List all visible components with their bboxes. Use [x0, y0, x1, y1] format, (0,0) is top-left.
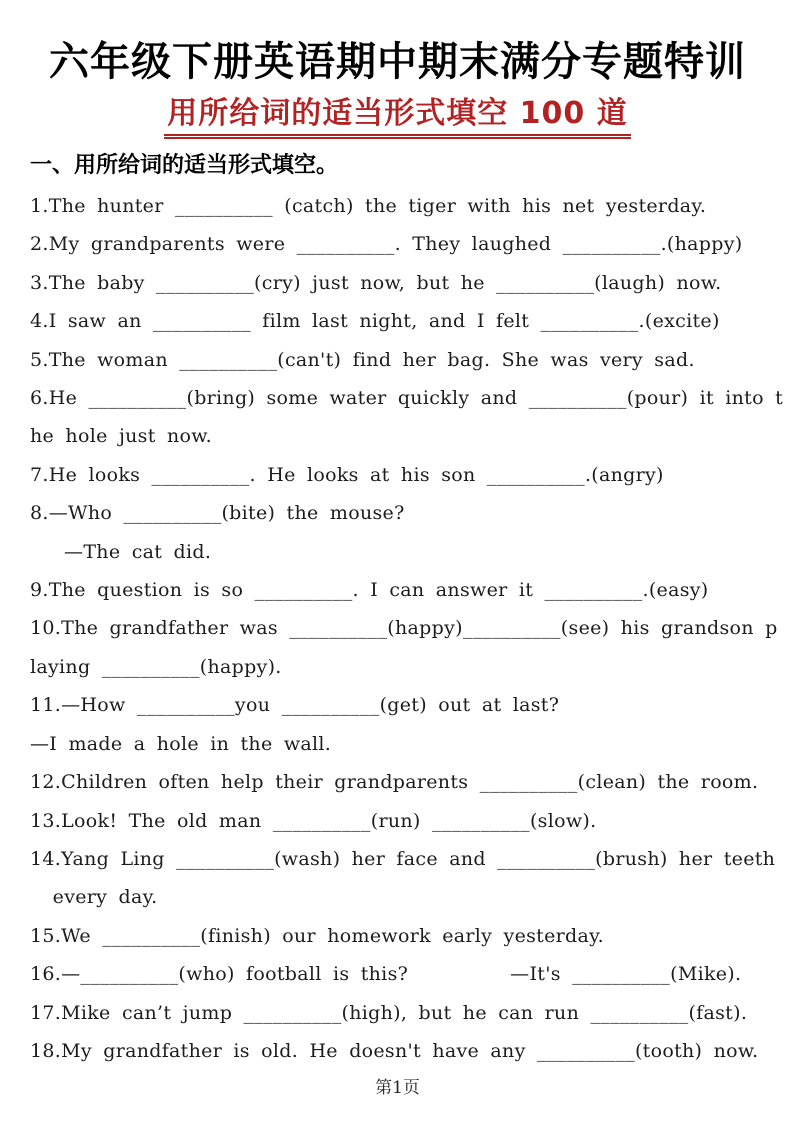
question-7: 7.He looks __________. He looks at his son __________.(angry) [30, 463, 664, 486]
question-10: 10.The grandfather was __________(happy)__________(see) his grandson p [30, 617, 778, 640]
question-4: 4.I saw an __________ film last night, and I felt __________.(excite) [30, 310, 720, 333]
question-18: 18.My grandfather is old. He doesn't have any __________(tooth) now. [30, 1039, 759, 1062]
section-heading: 一、用所给词的适当形式填空。 [30, 153, 339, 178]
question-5: 5.The woman __________(can't) find her bag. She was very sad. [30, 348, 695, 371]
question-6: 6.He __________(bring) some water quickly and __________(pour) it into t [30, 387, 784, 410]
question-8-reply: —The cat did. [30, 540, 212, 563]
question-14-continuation: every day. [30, 886, 158, 909]
question-8: 8.—Who __________(bite) the mouse? [30, 502, 405, 525]
question-16: 16.—__________(who) football is this? —It's __________(Mike). [30, 963, 742, 986]
question-9: 9.The question is so __________. I can answer it __________.(easy) [30, 579, 709, 602]
question-13: 13.Look! The old man __________(run) __________(slow). [30, 809, 597, 832]
question-12: 12.Children often help their grandparents __________(clean) the room. [30, 771, 759, 794]
worksheet-body [30, 187, 784, 1070]
question-11: 11.—How __________you __________(get) out at last? [30, 694, 560, 717]
question-17: 17.Mike can’t jump __________(high), but he can run __________(fast). [30, 1001, 748, 1024]
question-3: 3.The baby __________(cry) just now, but he __________(laugh) now. [30, 271, 722, 294]
question-11-reply: —I made a hole in the wall. [30, 732, 332, 755]
doc-subtitle: 用所给词的适当形式填空 100 道 [164, 96, 631, 139]
question-15: 15.We __________(finish) our homework early yesterday. [30, 924, 604, 947]
question-6-continuation: he hole just now. [30, 425, 212, 448]
question-10-continuation: laying __________(happy). [30, 655, 282, 678]
page-number: 第1页 [375, 1078, 420, 1099]
doc-subtitle-row [30, 96, 765, 139]
question-2: 2.My grandparents were __________. They laughed __________.(happy) [30, 233, 743, 256]
question-1: 1.The hunter __________ (catch) the tiger with his net yesterday. [30, 195, 707, 217]
question-14: 14.Yang Ling __________(wash) her face and __________(brush) her teeth [30, 847, 776, 870]
doc-title: 六年级下册英语期中期末满分专题特训 [49, 39, 746, 85]
